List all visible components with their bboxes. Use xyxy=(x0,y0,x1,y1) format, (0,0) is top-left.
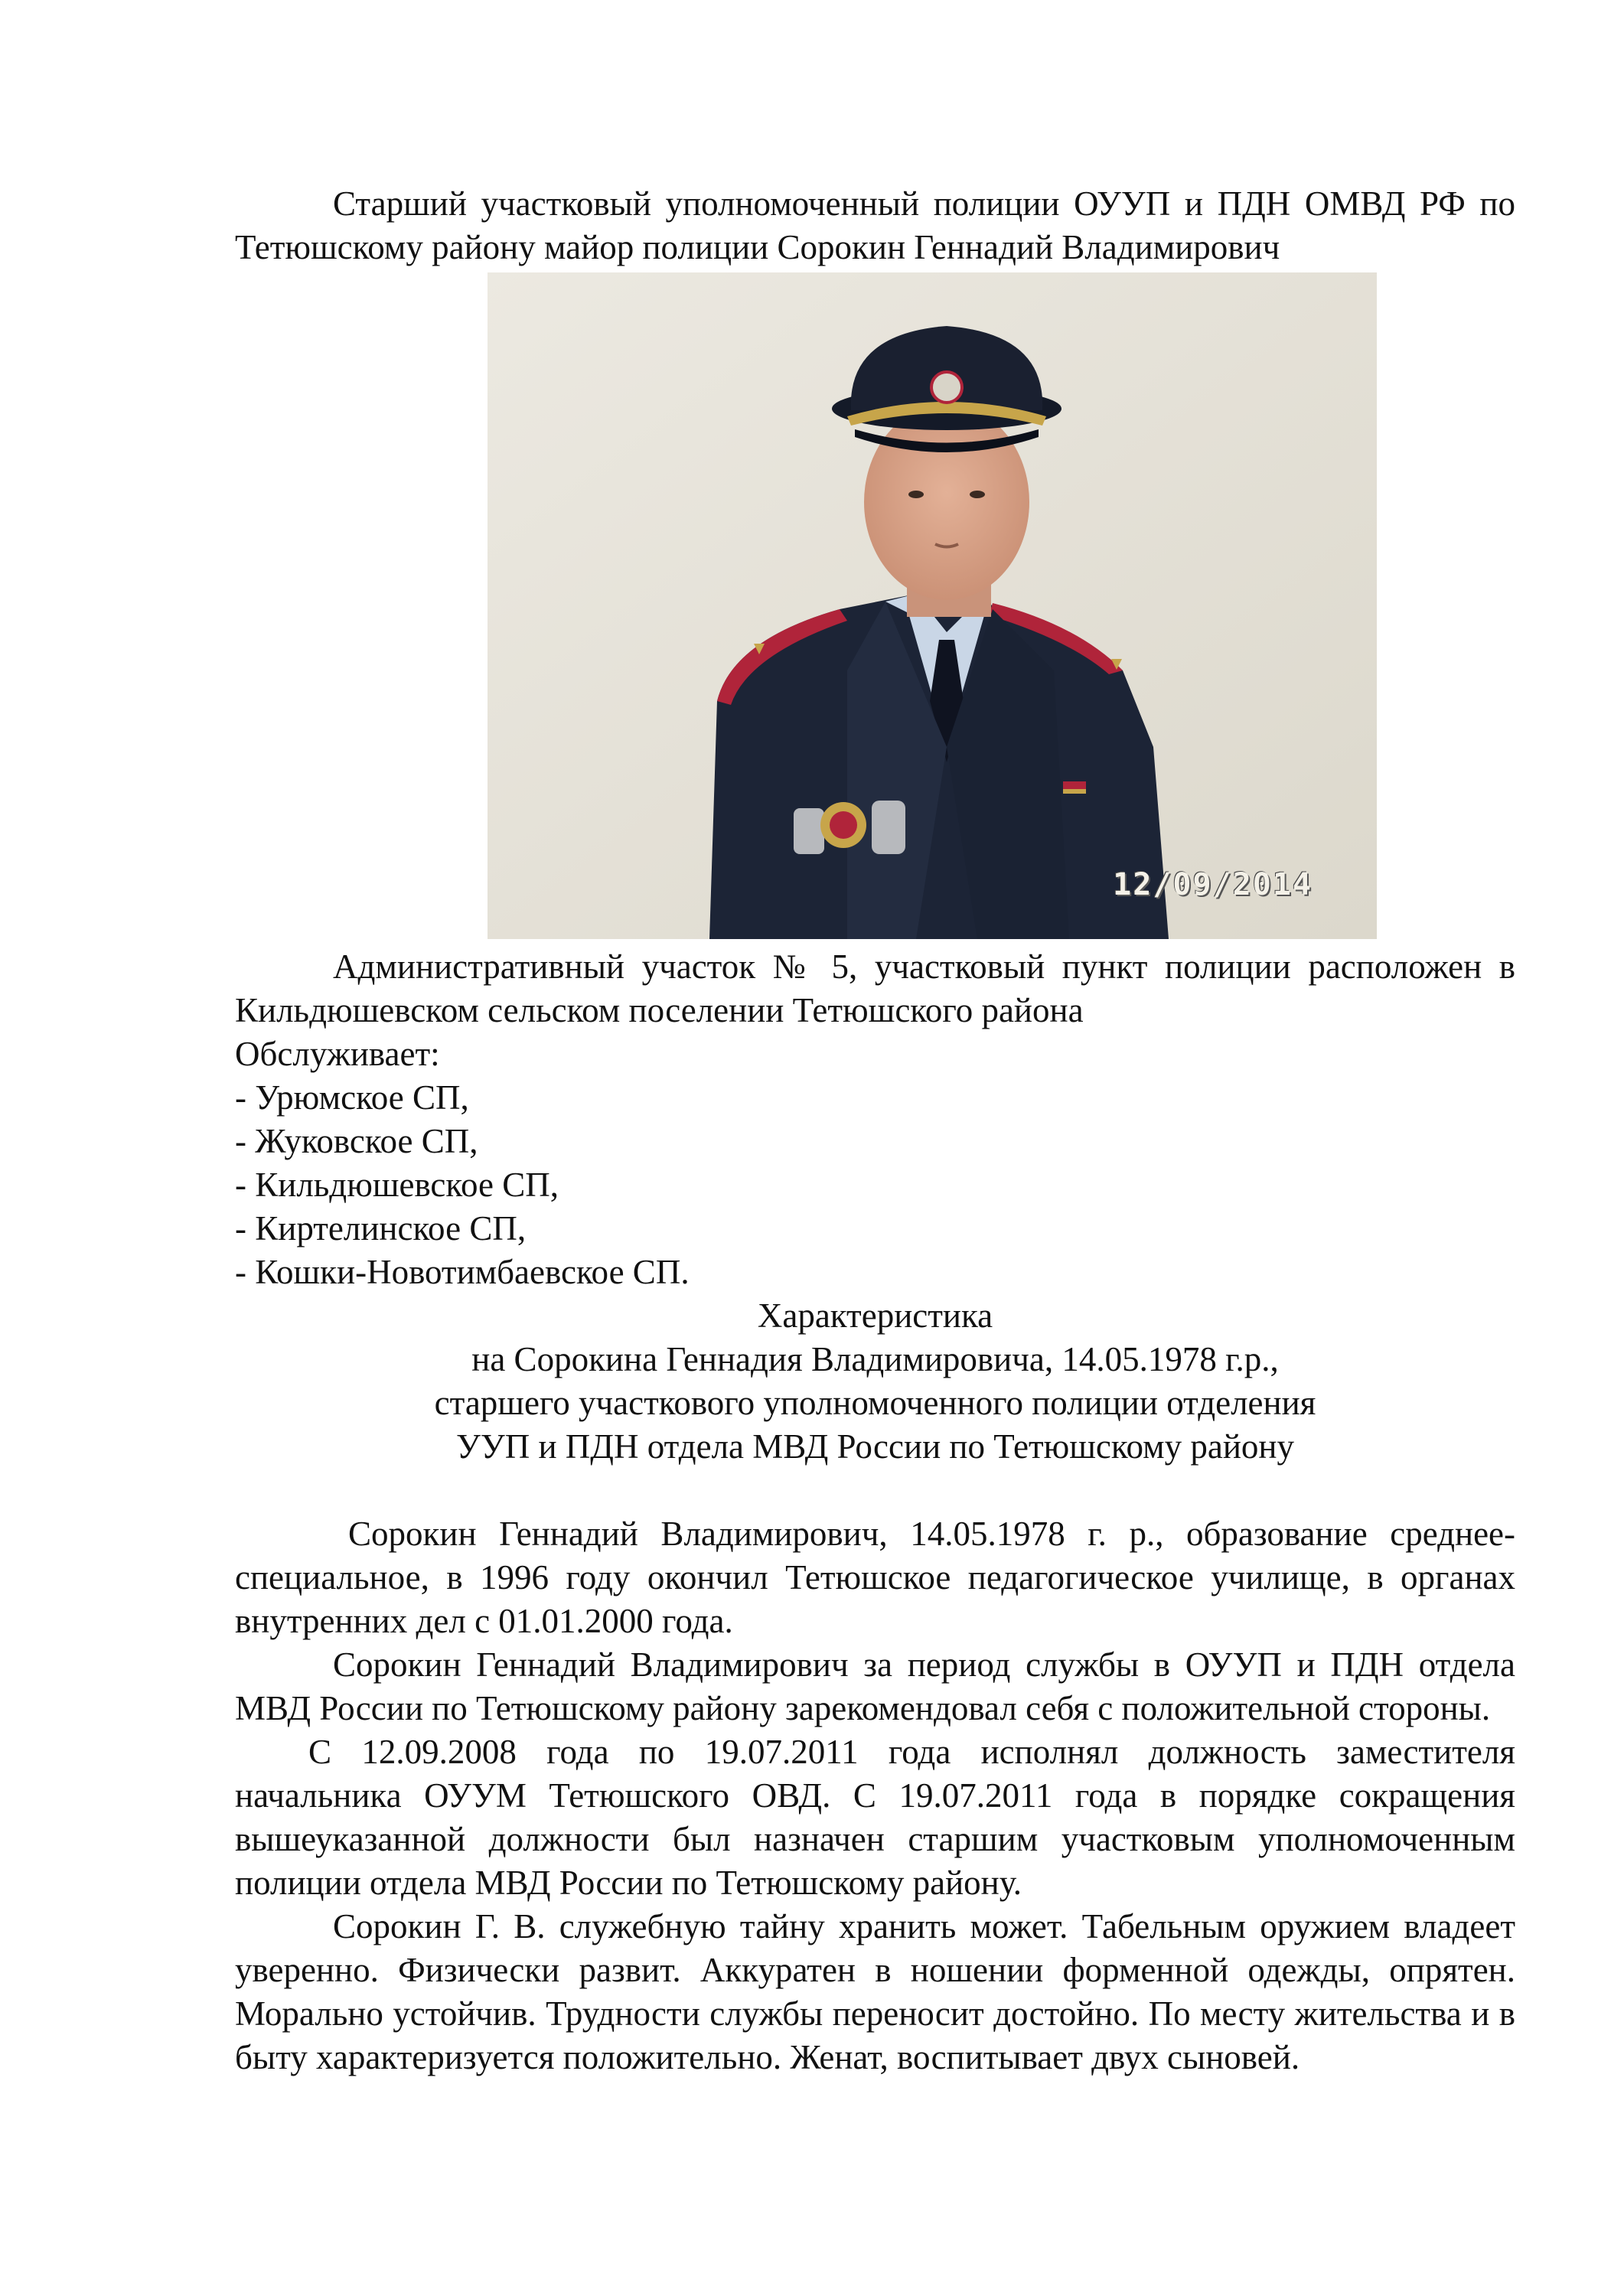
list-item: - Урюмское СП, xyxy=(235,1078,469,1117)
district-served-list xyxy=(235,1076,1515,1294)
document-page xyxy=(235,182,1515,2079)
district-serves-label: Обслуживает: xyxy=(235,1035,440,1073)
list-item: - Жуковское СП, xyxy=(235,1122,478,1160)
officer-photo xyxy=(488,272,1377,939)
list-item: - Кошки-Новотимбаевское СП. xyxy=(235,1253,690,1291)
photo-date-stamp: 12/09/2014 xyxy=(1113,867,1313,902)
officer-portrait-image xyxy=(488,272,1377,939)
district-description: Административный участок № 5, участковый пункт полиции расположен в Кильдюшевском сельском поселении Тетюшского района xyxy=(235,947,1515,1029)
characteristic-paragraph: Сорокин Г. В. служебную тайну хранить может. Табельным оружием владеет уверенно. Физически развит. Аккуратен в ношении форменной одежды, опрятен. Морально устойчив. Трудности службы переносит достойно. По месту жительства и в быту характеризуется положительно. Женат, воспитывает двух сыновей. xyxy=(235,1907,1515,2076)
characteristic-paragraph: С 12.09.2008 года по 19.07.2011 года исполнял должность заместителя начальника ОУУМ Тетюшского ОВД. С 19.07.2011 года в порядке сокращения вышеуказанной должности был назначен старшим участковым уполномоченным полиции отдела МВД России по Тетюшскому району. xyxy=(235,1733,1515,1902)
list-item: - Киртелинское СП, xyxy=(235,1209,527,1247)
characteristic-paragraph: Сорокин Геннадий Владимирович за период службы в ОУУП и ПДН отдела МВД России по Тетюшскому району зарекомендовал себя с положительной стороны. xyxy=(235,1645,1515,1727)
spacer xyxy=(235,1469,1515,1512)
list-item: - Кильдюшевское СП, xyxy=(235,1166,559,1204)
characteristic-paragraph: Сорокин Геннадий Владимирович, 14.05.1978 г. р., образование среднее-специальное, в 1996 году окончил Тетюшское педагогическое училище, в органах внутренних дел с 01.01.2000 года. xyxy=(235,1515,1515,1640)
characteristic-subtitle-line: старшего участкового уполномоченного полиции отделения xyxy=(434,1384,1316,1422)
characteristic-subtitle-line: УУП и ПДН отдела МВД России по Тетюшскому району xyxy=(456,1427,1294,1466)
characteristic-subtitle-line: на Сорокина Геннадия Владимировича, 14.05.1978 г.р., xyxy=(471,1340,1279,1378)
header-title: Старший участковый уполномоченный полиции ОУУП и ПДН ОМВД РФ по Тетюшскому району майор полиции Сорокин Геннадий Владимирович xyxy=(235,184,1515,266)
characteristic-title: Характеристика xyxy=(757,1296,993,1335)
